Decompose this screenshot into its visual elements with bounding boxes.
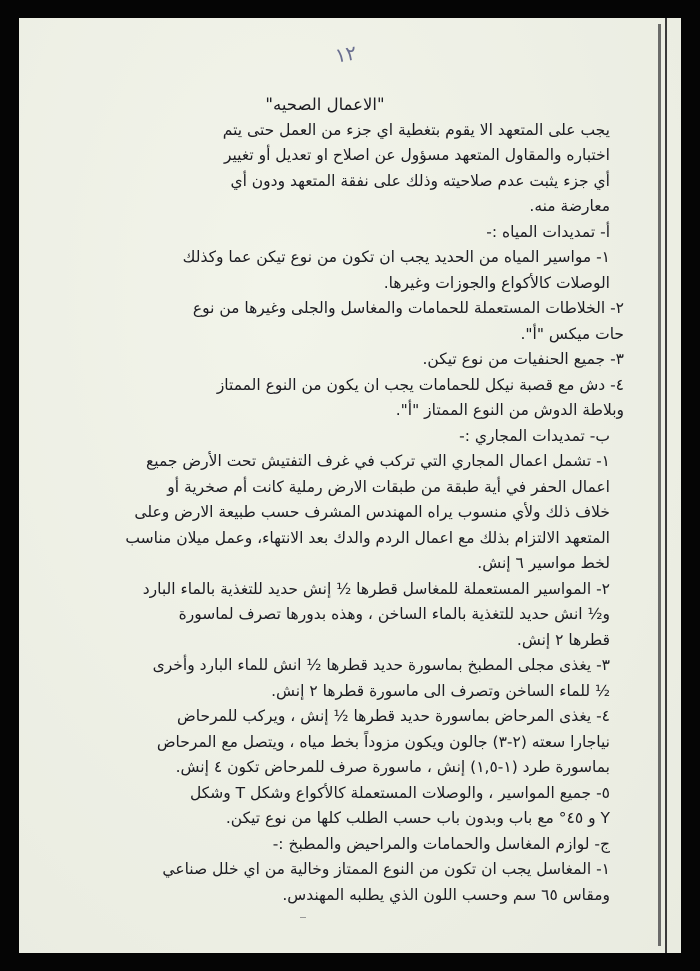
intro-line: اختباره والمقاول المتعهد مسؤول عن اصلاح او تعديل أو تغيير bbox=[223, 146, 610, 164]
drainage-item-1 bbox=[40, 449, 650, 577]
drainage-item-2 bbox=[40, 577, 650, 654]
item-line: حات ميكس "أ". bbox=[520, 324, 624, 343]
section-heading-water: أ- تمديدات المياه :- bbox=[486, 222, 610, 241]
item-line: ومقاس ٦٥ سم وحسب اللون الذي يطلبه المهندس. bbox=[282, 885, 610, 904]
item-line: ٢- الخلاطات المستعملة للحمامات والمغاسل والجلى وغيرها من نوع bbox=[192, 299, 624, 317]
drainage-item-5 bbox=[40, 781, 650, 832]
drainage-item-3 bbox=[40, 653, 650, 704]
item-line: Y و ٤٥° مع باب وبدون باب حسب الطلب كلها من نوع تيكن. bbox=[225, 809, 610, 827]
item-line: ٢- المواسير المستعملة للمغاسل قطرها ½ إنش حديد للتغذية بالماء البارد bbox=[142, 579, 610, 598]
item-line: نياجارا سعته (٢-٣) جالون ويكون مزوداً بخط مياه ، ويتصل مع المرحاض bbox=[156, 732, 610, 751]
water-item-1 bbox=[40, 245, 650, 296]
water-item-4 bbox=[40, 373, 650, 424]
section-heading-fixtures: ج- لوازم المغاسل والحمامات والمراحيض والمطبخ :- bbox=[272, 834, 610, 853]
item-line: المتعهد الالتزام بذلك مع اعمال الردم والدك بعد الانتهاء، وعمل ميلان مناسب bbox=[125, 528, 610, 547]
drainage-item-4 bbox=[40, 704, 650, 781]
water-item-2 bbox=[40, 296, 650, 347]
section-heading-drainage: ب- تمديدات المجاري :- bbox=[459, 426, 610, 445]
water-item-3 bbox=[40, 347, 650, 373]
item-line: اعمال الحفر في أية طبقة من طبقات الارض رملية كانت أم صخرية أو bbox=[167, 477, 610, 496]
item-line: ٤- دش مع قصبة نيكل للحمامات يجب ان يكون من النوع الممتاز bbox=[216, 375, 624, 394]
item-line: وبلاطة الدوش من النوع الممتاز "أ". bbox=[395, 401, 624, 419]
item-line: ١- تشمل اعمال المجاري التي تركب في غرف التفتيش تحت الأرض جميع bbox=[146, 452, 610, 470]
fixtures-item-1 bbox=[40, 857, 650, 908]
item-line: ١- مواسير المياه من الحديد يجب ان تكون من نوع تيكن عما وكذلك bbox=[182, 248, 610, 266]
margin-rule-inner bbox=[658, 24, 661, 946]
intro-line: يجب على المتعهد الا يقوم بتغطية اي جزء من العمل حتى يتم bbox=[222, 120, 610, 139]
item-line: ٣- يغذى مجلى المطبخ بماسورة حديد قطرها ½ انش للماء البارد وأخرى bbox=[152, 656, 610, 674]
item-line: ٣- جميع الحنفيات من نوع تيكن. bbox=[422, 350, 624, 368]
item-line: بماسورة طرد (١-١,٥) إنش ، ماسورة صرف للمرحاض تكون ٤ إنش. bbox=[175, 758, 610, 776]
item-line: قطرها ٢ إنش. bbox=[516, 630, 610, 649]
intro-line: معارضة منه. bbox=[529, 197, 610, 215]
item-line: الوصلات كالأكواع والجوزات وغيرها. bbox=[383, 273, 610, 292]
item-line: ½ للماء الساخن وتصرف الى ماسورة قطرها ٢ إنش. bbox=[271, 681, 610, 700]
intro-line: أي جزء يثبت عدم صلاحيته وذلك على نفقة المتعهد ودون أي bbox=[230, 171, 610, 190]
item-line: ١- المغاسل يجب ان تكون من النوع الممتاز وخالية من اي خلل صناعي bbox=[162, 860, 610, 878]
stray-mark bbox=[300, 917, 306, 918]
item-line: لخط مواسير ٦ إنش. bbox=[477, 554, 610, 572]
item-line: ٤- يغذى المرحاض بماسورة حديد قطرها ½ إنش ، ويركب للمرحاض bbox=[177, 707, 610, 725]
page-number: ١٢ bbox=[333, 40, 359, 68]
item-line: و½ انش حديد للتغذية بالماء الساخن ، وهذه بدورها تصرف لماسورة bbox=[178, 605, 610, 623]
item-line: ٥- جميع المواسير ، والوصلات المستعملة كالأكواع وشكل T وشكل bbox=[189, 783, 610, 802]
intro-paragraph bbox=[40, 118, 650, 220]
handwritten-document bbox=[40, 92, 650, 908]
item-line: خلاف ذلك ولأي منسوب يراه المهندس المشرف حسب طبيعة الارض وعلى bbox=[134, 503, 610, 521]
margin-rule-outer bbox=[665, 18, 667, 953]
document-title: "الاعمال الصحيه" bbox=[265, 95, 385, 114]
